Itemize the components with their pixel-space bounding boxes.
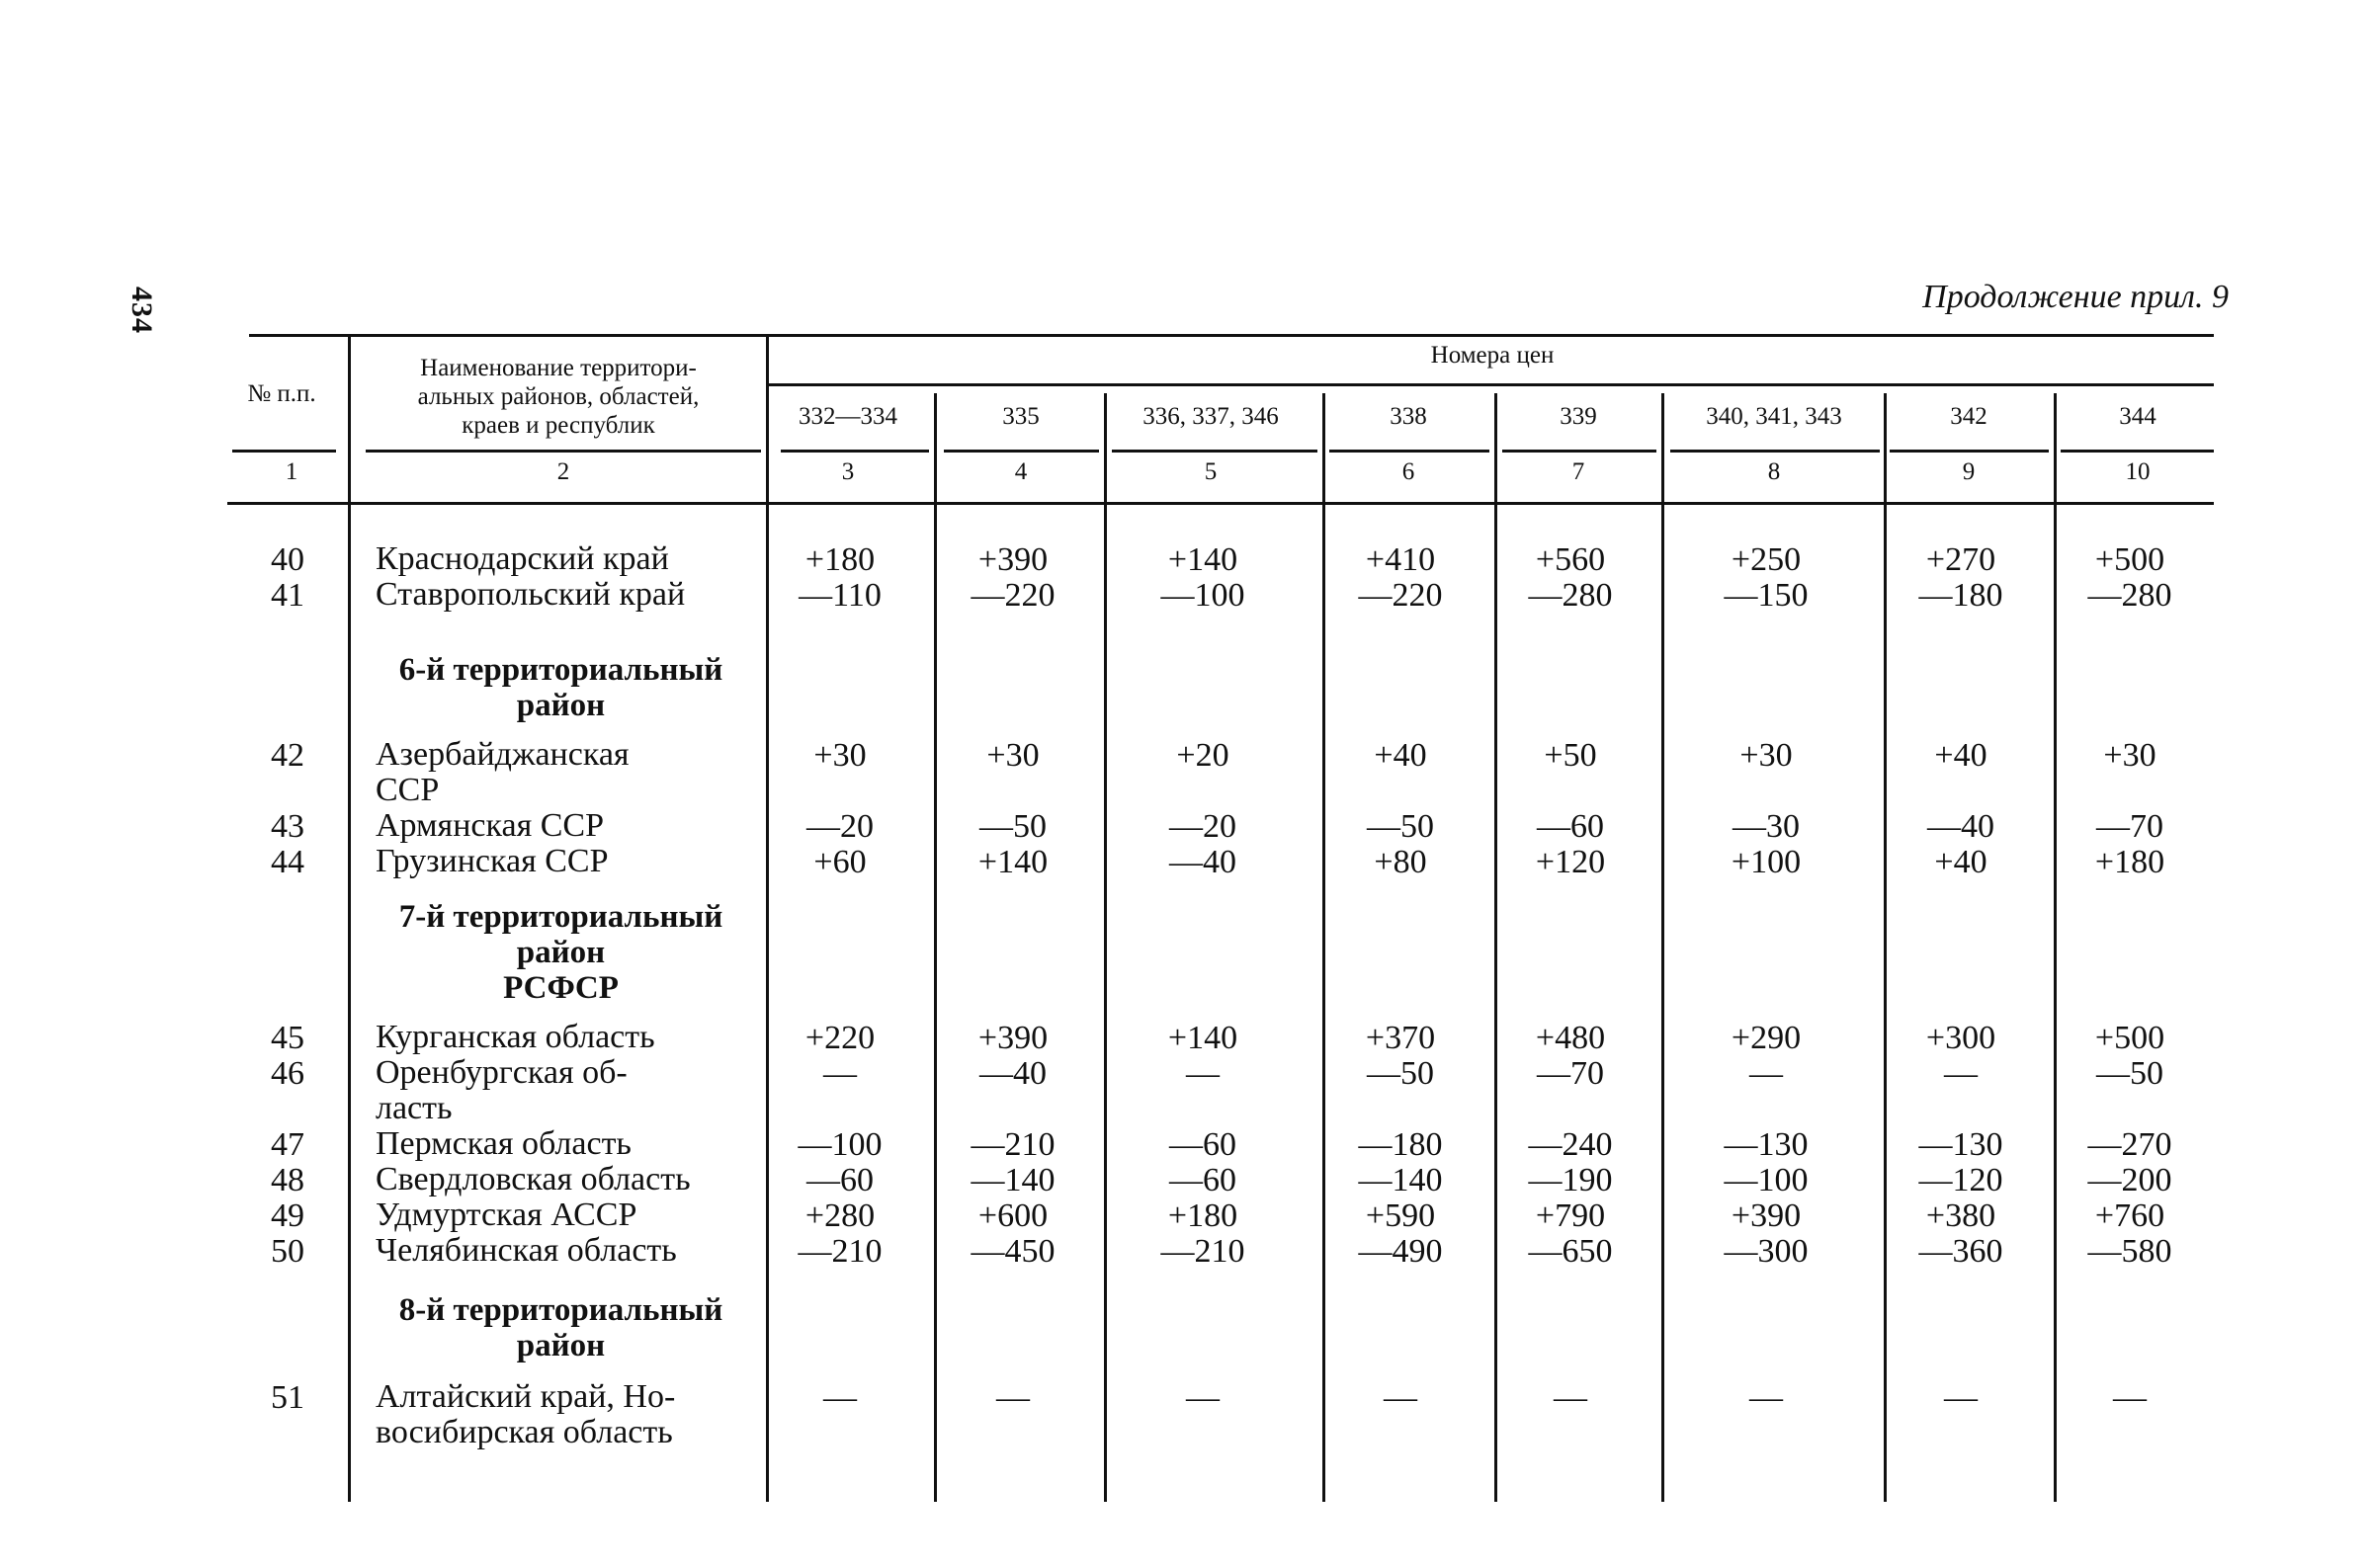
header-price-group: Номера цен (1430, 342, 1555, 369)
price-delta: —280 (2087, 577, 2172, 614)
row-number: 49 (271, 1197, 304, 1234)
price-delta: +180 (1167, 1197, 1238, 1234)
price-delta: +250 (1731, 541, 1802, 578)
price-delta: —450 (971, 1233, 1056, 1270)
price-delta: +600 (977, 1197, 1049, 1234)
region-name: Азербайджанская ССР (376, 736, 630, 808)
column-index: 2 (556, 458, 570, 485)
price-delta: — (2113, 1379, 2147, 1416)
price-delta: +40 (1374, 737, 1427, 774)
price-delta: +220 (804, 1020, 876, 1056)
price-delta: +30 (813, 737, 867, 774)
region-name: Свердловская область (376, 1161, 691, 1197)
price-delta: —70 (1537, 1055, 1604, 1092)
pricecol-header-rule (1112, 450, 1317, 453)
price-delta: —140 (971, 1162, 1056, 1198)
price-delta: —580 (2087, 1233, 2172, 1270)
row-number: 44 (271, 844, 304, 880)
price-delta: +30 (986, 737, 1040, 774)
continuation-caption: Продолжение прил. 9 (1922, 279, 2229, 315)
row-number: 47 (271, 1126, 304, 1163)
price-delta: — (1384, 1379, 1417, 1416)
pricecol-header-rule (1329, 450, 1489, 453)
price-delta: —30 (1733, 808, 1800, 845)
price-delta: +500 (2094, 1020, 2165, 1056)
price-delta: —220 (971, 577, 1056, 614)
row-number: 46 (271, 1055, 304, 1092)
header-name: Наименование территори- альных районов, областей, краев и республик (417, 355, 700, 439)
price-delta: —110 (799, 577, 882, 614)
header-price-col: 338 (1390, 403, 1427, 430)
region-name: Челябинская область (376, 1232, 677, 1269)
section-heading: 6-й территориальный район (398, 652, 723, 723)
price-delta: —120 (1918, 1162, 2003, 1198)
price-delta: — (1186, 1055, 1220, 1092)
pricecol-header-rule (944, 450, 1099, 453)
price-delta: +180 (804, 541, 876, 578)
table-top-rule (249, 334, 2214, 337)
pricecol-header-rule (781, 450, 929, 453)
header-number: № п.п. (247, 380, 316, 407)
namecol-header-rule (366, 450, 761, 453)
price-delta: +410 (1365, 541, 1436, 578)
region-name: Оренбургская об- ласть (376, 1054, 628, 1126)
price-delta: +590 (1365, 1197, 1436, 1234)
price-delta: +760 (2094, 1197, 2165, 1234)
price-delta: —270 (2087, 1126, 2172, 1163)
header-price-col: 336, 337, 346 (1142, 403, 1279, 430)
price-delta: —650 (1528, 1233, 1613, 1270)
price-delta: —130 (1724, 1126, 1809, 1163)
row-number: 42 (271, 737, 304, 774)
price-delta: —50 (1367, 1055, 1434, 1092)
column-index: 1 (285, 458, 298, 485)
region-name: Алтайский край, Но- восибирская область (376, 1378, 676, 1450)
price-delta: +120 (1535, 844, 1606, 880)
pricecol-header-rule (2061, 450, 2214, 453)
pricecol-header-rule (1670, 450, 1880, 453)
price-delta: —360 (1918, 1233, 2003, 1270)
header-price-col: 344 (2119, 403, 2156, 430)
price-delta: — (1749, 1379, 1783, 1416)
column-index: 9 (1962, 458, 1976, 485)
column-divider (1104, 393, 1107, 1502)
header-price-col: 340, 341, 343 (1706, 403, 1842, 430)
price-delta: —210 (798, 1233, 883, 1270)
price-delta: —70 (2096, 808, 2163, 845)
price-delta: +390 (977, 1020, 1049, 1056)
price-delta: — (1944, 1379, 1978, 1416)
price-delta: +270 (1925, 541, 1996, 578)
price-delta: +40 (1934, 844, 1987, 880)
price-delta: —40 (1927, 808, 1994, 845)
price-delta: —150 (1724, 577, 1809, 614)
column-index: 5 (1204, 458, 1218, 485)
region-name: Курганская область (376, 1019, 655, 1055)
numcol-header-rule (232, 450, 336, 453)
price-delta: — (1749, 1055, 1783, 1092)
price-delta: — (1554, 1379, 1587, 1416)
price-delta: —180 (1918, 577, 2003, 614)
price-delta: —50 (979, 808, 1047, 845)
section-heading: 7-й территориальный район РСФСР (398, 899, 723, 1006)
price-delta: +180 (2094, 844, 2165, 880)
price-delta: +380 (1925, 1197, 1996, 1234)
price-delta: —240 (1528, 1126, 1613, 1163)
header-price-col: 332—334 (799, 403, 897, 430)
price-delta: —40 (979, 1055, 1047, 1092)
price-delta: —280 (1528, 577, 1613, 614)
price-delta: — (823, 1379, 857, 1416)
price-delta: +290 (1731, 1020, 1802, 1056)
header-price-col: 335 (1002, 403, 1040, 430)
price-delta: — (996, 1379, 1030, 1416)
price-delta: —20 (806, 808, 874, 845)
price-delta: —50 (2096, 1055, 2163, 1092)
price-delta: —100 (1160, 577, 1245, 614)
price-delta: —210 (971, 1126, 1056, 1163)
price-delta: +20 (1176, 737, 1229, 774)
price-delta: +50 (1544, 737, 1597, 774)
price-delta: +140 (1167, 1020, 1238, 1056)
price-delta: +140 (977, 844, 1049, 880)
column-index: 7 (1571, 458, 1585, 485)
region-name: Удмуртская АССР (376, 1197, 637, 1233)
row-number: 41 (271, 577, 304, 614)
price-delta: +60 (813, 844, 867, 880)
price-delta: —60 (1169, 1162, 1236, 1198)
price-delta: —60 (1169, 1126, 1236, 1163)
price-delta: +370 (1365, 1020, 1436, 1056)
price-delta: +140 (1167, 541, 1238, 578)
price-delta: +80 (1374, 844, 1427, 880)
row-number: 50 (271, 1233, 304, 1270)
column-index: 8 (1767, 458, 1781, 485)
price-delta: —50 (1367, 808, 1434, 845)
price-delta: —190 (1528, 1162, 1613, 1198)
header-price-col: 342 (1950, 403, 1987, 430)
price-delta: +280 (804, 1197, 876, 1234)
column-divider (348, 334, 351, 1502)
pricecol-header-rule (1502, 450, 1656, 453)
price-delta: +560 (1535, 541, 1606, 578)
region-name: Армянская ССР (376, 807, 604, 844)
price-delta: —100 (1724, 1162, 1809, 1198)
price-delta: —40 (1169, 844, 1236, 880)
price-delta: +390 (977, 541, 1049, 578)
price-delta: +500 (2094, 541, 2165, 578)
price-delta: —60 (806, 1162, 874, 1198)
price-delta: —60 (1537, 808, 1604, 845)
price-delta: — (1186, 1379, 1220, 1416)
region-name: Грузинская ССР (376, 843, 609, 879)
price-delta: — (1944, 1055, 1978, 1092)
price-delta: +390 (1731, 1197, 1802, 1234)
column-index: 10 (2125, 458, 2151, 485)
page-number: 434 (126, 287, 158, 334)
price-delta: +30 (2103, 737, 2156, 774)
header-price-col: 339 (1560, 403, 1597, 430)
row-number: 43 (271, 808, 304, 845)
row-number: 48 (271, 1162, 304, 1198)
price-delta: —210 (1160, 1233, 1245, 1270)
price-delta: +100 (1731, 844, 1802, 880)
price-delta: —140 (1358, 1162, 1443, 1198)
column-index: 6 (1401, 458, 1415, 485)
row-number: 40 (271, 541, 304, 578)
price-delta: —220 (1358, 577, 1443, 614)
price-delta: — (823, 1055, 857, 1092)
price-delta: +790 (1535, 1197, 1606, 1234)
price-delta: +480 (1535, 1020, 1606, 1056)
row-number: 51 (271, 1379, 304, 1416)
section-heading: 8-й территориальный район (398, 1292, 723, 1363)
price-delta: —100 (798, 1126, 883, 1163)
column-divider (1661, 393, 1664, 1502)
pricecol-header-rule (1890, 450, 2049, 453)
price-delta: —200 (2087, 1162, 2172, 1198)
region-name: Краснодарский край (376, 540, 669, 577)
price-delta: —180 (1358, 1126, 1443, 1163)
column-index: 4 (1014, 458, 1028, 485)
index-row-rule (227, 502, 2214, 505)
group-header-rule (766, 383, 2214, 386)
column-index: 3 (841, 458, 855, 485)
price-delta: +30 (1739, 737, 1793, 774)
row-number: 45 (271, 1020, 304, 1056)
price-delta: +300 (1925, 1020, 1996, 1056)
column-divider (766, 334, 769, 1502)
price-delta: —490 (1358, 1233, 1443, 1270)
price-delta: —20 (1169, 808, 1236, 845)
region-name: Пермская область (376, 1125, 632, 1162)
price-delta: —300 (1724, 1233, 1809, 1270)
region-name: Ставропольский край (376, 576, 686, 613)
price-delta: —130 (1918, 1126, 2003, 1163)
price-delta: +40 (1934, 737, 1987, 774)
